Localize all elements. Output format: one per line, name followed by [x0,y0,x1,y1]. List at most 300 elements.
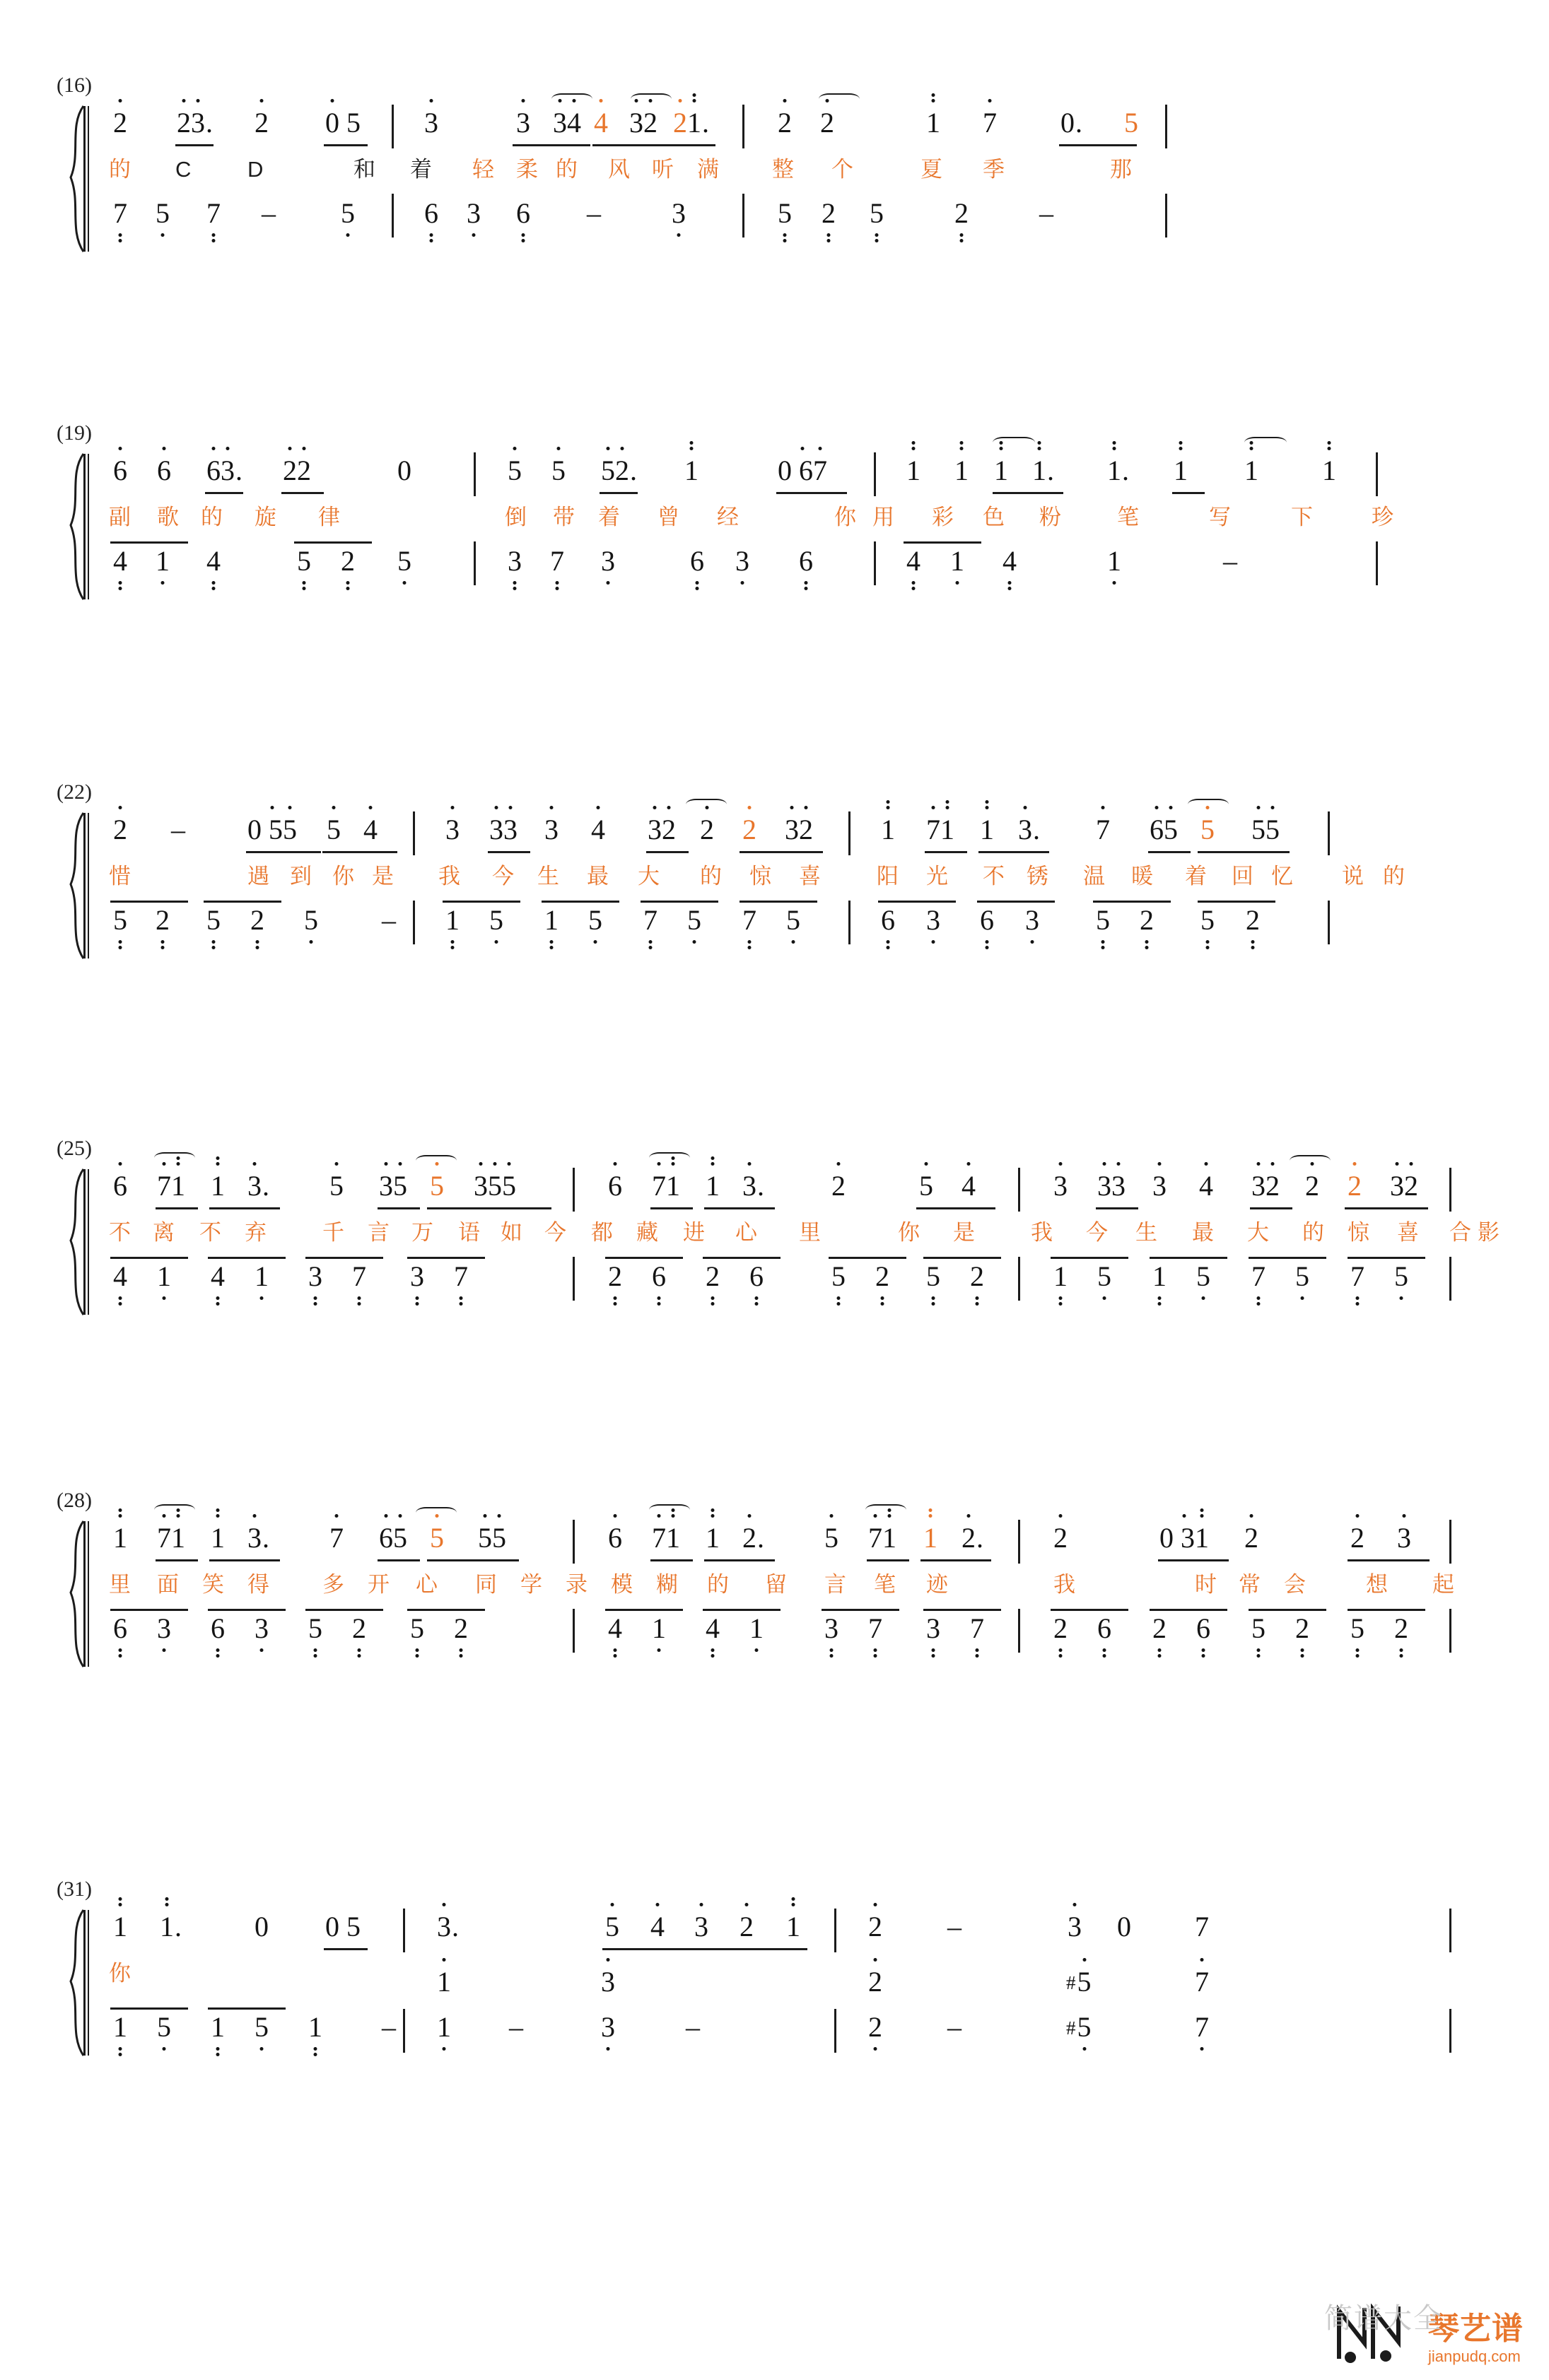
note: 5 [1265,814,1280,845]
lyric: 起 [1432,1572,1454,1597]
lyric: 说 [1342,864,1364,889]
note: 6 [424,197,438,229]
tie-dash: – [509,2011,523,2043]
note: 2 [662,814,676,845]
lyric: 的 [556,157,578,182]
note: 3 [926,1612,940,1644]
note: 1 [749,1612,764,1644]
note: 2 [615,455,629,486]
note: 7 [550,545,564,577]
note: 3 [1097,1170,1111,1202]
note: 3 [742,1170,756,1202]
note: 1 [445,904,460,936]
note: 3 [247,1522,262,1554]
note: 0 [1117,1911,1131,1942]
note: 1 [652,1612,666,1644]
melody-row [49,452,1499,503]
note: 1 [687,107,701,139]
lyric: 言 [824,1572,846,1597]
note: 1 [1032,455,1046,486]
system-28 [49,1489,1499,1665]
lyric: 粉 [1039,505,1061,529]
note: 4 [650,1911,665,1942]
lyric-row [49,1571,1499,1610]
note: 4 [591,814,605,845]
note: 1 [1174,455,1188,486]
note: 5 [410,1612,424,1644]
note: 0 [255,1911,269,1942]
note: 2 [352,1612,366,1644]
lyric: 和 [353,157,375,182]
augmentation-dot: . [262,1522,269,1554]
lyric: 大 [638,864,660,889]
note: 5 [430,1170,444,1202]
note: 3 [1025,904,1039,936]
note: 2 [875,1260,889,1292]
note: 1 [881,814,895,845]
lyric: 的 [707,1572,729,1597]
note: 5 [1164,814,1178,845]
note: 5 [687,904,701,936]
tie-dash: – [686,2011,700,2043]
lyric: 夏 [920,157,942,182]
note: 5 [308,1612,322,1644]
note: 5 [327,814,341,845]
lyric-row [49,156,1499,195]
note: 1 [684,455,698,486]
note: 3 [601,545,615,577]
melody-row [49,1168,1499,1219]
note: 2 [177,107,191,139]
note: 2 [113,107,127,139]
lyric: 倒 [505,505,527,529]
note: 6 [792,455,813,486]
note: 5 [156,197,170,229]
note: 2 [1404,1170,1418,1202]
note: 5 [1350,1612,1364,1644]
lyric: 学 [520,1572,542,1597]
lyric: 整 [772,157,794,182]
note: 1 [994,455,1008,486]
note: 4 [961,1170,976,1202]
lyric: 着 [1185,864,1207,889]
lyric: 言 [368,1220,390,1245]
note: 5 [926,1260,940,1292]
lyric: 录 [566,1572,588,1597]
note: 5 [113,904,127,936]
note: 2 [1350,1522,1364,1554]
note: 3 [191,107,205,139]
note: 2 [706,1260,720,1292]
system-25 [49,1137,1500,1313]
lyric: 最 [1192,1220,1214,1245]
note: 3 [247,1170,262,1202]
system-22 [49,780,1499,957]
note: 1 [171,1522,185,1554]
lyric: 暖 [1131,864,1153,889]
note: 1 [1322,455,1336,486]
lyric: 是 [372,864,394,889]
note: 0 [397,455,411,486]
note: 5 [786,904,800,936]
tie-dash: – [947,1911,961,1942]
note: 6 [113,1612,127,1644]
lyric: D [247,157,264,182]
note: 1 [437,2011,451,2043]
note: 5 [1097,1260,1111,1292]
bass-row [49,1610,1499,1665]
note: 2 [297,455,311,486]
note: 2 [954,197,969,229]
measure-number: (16) [57,74,92,97]
lyric: 语 [458,1220,480,1245]
augmentation-dot: . [1033,814,1040,845]
lyric: 喜 [1397,1220,1419,1245]
lyric: 你 [332,864,354,889]
lyric: 带 [553,505,575,529]
note: 2 [868,1966,882,1998]
note: 4 [113,545,127,577]
measure-number: (31) [57,1877,92,1901]
note: 4 [608,1612,622,1644]
lyric-row [49,1219,1499,1258]
note: 2 [822,197,836,229]
note: 5 [1124,107,1138,139]
tie-dash: – [1039,197,1053,229]
lyric: 我 [438,864,460,889]
lyric: 写 [1209,505,1231,529]
augmentation-dot: . [206,107,213,139]
lyric: 常 [1239,1572,1261,1597]
note: 3 [672,197,686,229]
note: 0 [778,455,792,486]
note: 5 [339,107,361,139]
note: 2 [961,1522,976,1554]
lyric: 的 [201,505,223,529]
note: 1 [1107,455,1121,486]
lyric: 遇 [247,864,269,889]
note: 3 [601,2011,615,2043]
melody-row [49,1520,1499,1571]
note: 5 [393,1522,407,1554]
note: 5 [393,1170,407,1202]
brand-url: jianpudq.com [1428,2347,1521,2365]
note: 3 [629,107,643,139]
note: 3 [1053,1170,1068,1202]
measure-number: (28) [57,1489,92,1512]
note: 1 [437,1966,451,1998]
augmentation-dot: . [702,107,709,139]
note: 1 [211,2011,225,2043]
note: 0 [325,107,339,139]
lyric: 那 [1110,157,1132,182]
lyric: 轻 [472,157,494,182]
lyric-row [49,862,1499,902]
note: 1 [954,455,969,486]
lyric: 到 [290,864,312,889]
tie-dash: – [171,814,185,845]
note: 5 [488,1170,502,1202]
lyric: 如 [501,1220,522,1245]
note: 5 [605,1911,619,1942]
note: 1 [113,2011,127,2043]
augmentation-dot: . [1122,455,1129,486]
note: 6 [608,1522,622,1554]
note: 1 [171,1170,185,1202]
note: 2 [868,2011,882,2043]
note: 5 [1251,814,1265,845]
note: 3 [474,1170,488,1202]
melody-row [49,811,1499,862]
lyric: C [175,157,192,182]
note: 7 [813,455,827,486]
note: 5 [341,197,355,229]
note: 7 [970,1612,984,1644]
lyric: 阳 [877,864,899,889]
note: 5 [489,904,503,936]
lyric: 同 [475,1572,497,1597]
note: 5 [870,197,884,229]
note: 7 [113,197,127,229]
note: 2 [778,107,792,139]
bass-row [49,902,1499,957]
note: 6 [113,455,127,486]
note: 2 [740,1911,754,1942]
note: 5 [478,1522,492,1554]
lyric: 弃 [245,1220,267,1245]
lyric: 面 [157,1572,179,1597]
lyric: 惊 [1348,1220,1369,1245]
note: 3 [1390,1170,1404,1202]
note: 3 [1152,1170,1167,1202]
note: 4 [594,107,608,139]
note: 5 [919,1170,933,1202]
note: 7 [157,1170,171,1202]
lyric: 季 [983,157,1005,182]
lyric: 离 [153,1220,175,1245]
brand-name: 琴艺谱 [1428,2311,1524,2346]
note: 6 [749,1260,764,1292]
note: 3 [824,1612,838,1644]
lyric: 合 [1449,1220,1471,1245]
tie-dash: – [262,197,276,229]
note: 2 [341,545,355,577]
augmentation-dot: . [1047,455,1054,486]
note: 6 [1196,1612,1210,1644]
note: 5 [1394,1260,1408,1292]
note: 5 [1196,1260,1210,1292]
note: 6 [1097,1612,1111,1644]
lyric: 笔 [1117,505,1139,529]
lyric: 留 [765,1572,787,1597]
note: 6 [379,1522,393,1554]
lyric: 用 [872,505,894,529]
lyric: 听 [652,157,674,182]
note: 3 [785,814,799,845]
note: 7 [329,1522,344,1554]
note: 2 [1265,1170,1280,1202]
note: 7 [206,197,221,229]
lyric: 律 [318,505,340,529]
note: 7 [926,814,940,845]
note: 0 [1060,107,1075,139]
note: 3 [410,1260,424,1292]
lyric: 风 [608,157,630,182]
note: 4 [706,1612,720,1644]
note: 2 [970,1260,984,1292]
note: 2 [1394,1612,1408,1644]
note: 2 [742,1522,756,1554]
note: 3 [489,814,503,845]
note: 3 [1397,1522,1411,1554]
note: 6 [608,1170,622,1202]
augmentation-dot: . [757,1170,764,1202]
note: 1 [923,1522,937,1554]
note: 7 [1350,1260,1364,1292]
lyric: 我 [1053,1572,1075,1597]
lyric: 光 [926,864,948,889]
note: 4 [363,814,378,845]
note: 1 [1244,455,1258,486]
melody-row [49,1909,1499,1959]
lyric: 的 [109,157,131,182]
note: 5 [283,814,297,845]
note: 2 [700,814,714,845]
lyric: 经 [717,505,739,529]
lyric: 藏 [636,1220,658,1245]
note: 1 [113,1911,127,1942]
lyric: 曾 [657,505,679,529]
note: 1 [882,1522,896,1554]
note: 3 [1018,814,1032,845]
note: 3 [544,814,559,845]
measure-number: (22) [57,780,92,804]
note: 7 [742,904,756,936]
note: 1 [308,2011,322,2043]
note: 2 [255,107,269,139]
note: 5 [206,904,221,936]
lyric: 会 [1284,1572,1306,1597]
lyric: 模 [611,1572,633,1597]
tie-dash: – [1223,545,1237,577]
bass-row [49,1966,1499,2077]
augmentation-dot: . [757,1522,764,1554]
note: 1 [255,1260,269,1292]
lyric: 千 [322,1220,344,1245]
note: 6 [980,904,994,936]
note: 1 [1195,1522,1209,1554]
system-19 [49,421,1499,598]
note: 2 [1053,1522,1068,1554]
note: 6 [690,545,704,577]
note: 7 [983,107,997,139]
note: 3 [1068,1911,1082,1942]
lyric: 万 [411,1220,433,1245]
note: 0 [325,1911,339,1942]
lyric: 时 [1195,1572,1217,1597]
note: 3 [601,1966,615,1998]
augmentation-dot: . [235,455,242,486]
note: 5 [397,545,411,577]
note: 1 [666,1522,680,1554]
measure-number: (25) [57,1137,92,1160]
lyric: 不 [109,1220,131,1245]
note: 1 [1053,1260,1068,1292]
augmentation-dot: . [262,1170,269,1202]
note: 4 [113,1260,127,1292]
augmentation-dot: . [1075,107,1082,139]
note: 1 [940,814,954,845]
note: 1 [980,814,994,845]
note: 2 [742,814,756,845]
tie-dash: – [587,197,601,229]
note: 7 [352,1260,366,1292]
lyric: 回 [1232,864,1253,889]
note: 5 [1096,904,1110,936]
lyric: 影 [1478,1220,1500,1245]
lyric: 锈 [1027,864,1048,889]
note: 1 [666,1170,680,1202]
lyric: 得 [247,1572,269,1597]
note: 7 [1096,814,1110,845]
note: 4 [906,545,920,577]
lyric: 想 [1366,1572,1388,1597]
note: 6 [516,197,530,229]
note: 5 [1077,2011,1092,2043]
note: 3 [508,545,522,577]
lyric: 歌 [157,505,179,529]
note: 5 [157,2011,171,2043]
lyric: 大 [1247,1220,1269,1245]
note: 3 [516,107,530,139]
lyric: 喜 [799,864,821,889]
note: 6 [652,1260,666,1292]
note: 7 [1195,1966,1209,1998]
note: 3 [926,904,940,936]
note: 2 [643,107,657,139]
lyric: 色 [983,505,1005,529]
note: 5 [1251,1612,1265,1644]
note: 2 [454,1612,468,1644]
note: 5 [339,1911,361,1942]
lyric: 不 [983,864,1005,889]
note: 1 [160,1911,174,1942]
note: 5 [588,904,602,936]
note: 4 [211,1260,225,1292]
note: 5 [297,545,311,577]
note: 2 [799,814,813,845]
lyric: 今 [492,864,514,889]
lyric: 你 [834,505,856,529]
lyric: 惊 [749,864,771,889]
lyric: 珍 [1372,505,1393,529]
note: 1 [157,1260,171,1292]
system-16 [49,74,1499,250]
note: 2 [1053,1612,1068,1644]
note: 3 [221,455,235,486]
note: 3 [467,197,481,229]
note: 1 [906,455,920,486]
augmentation-dot: . [630,455,637,486]
note: 7 [1195,2011,1209,2043]
note: 5 [508,455,522,486]
lyric: 进 [683,1220,705,1245]
note: 6 [206,455,221,486]
note: 3 [648,814,662,845]
note: 5 [262,814,283,845]
note: 5 [551,455,566,486]
note: 2 [673,107,687,139]
